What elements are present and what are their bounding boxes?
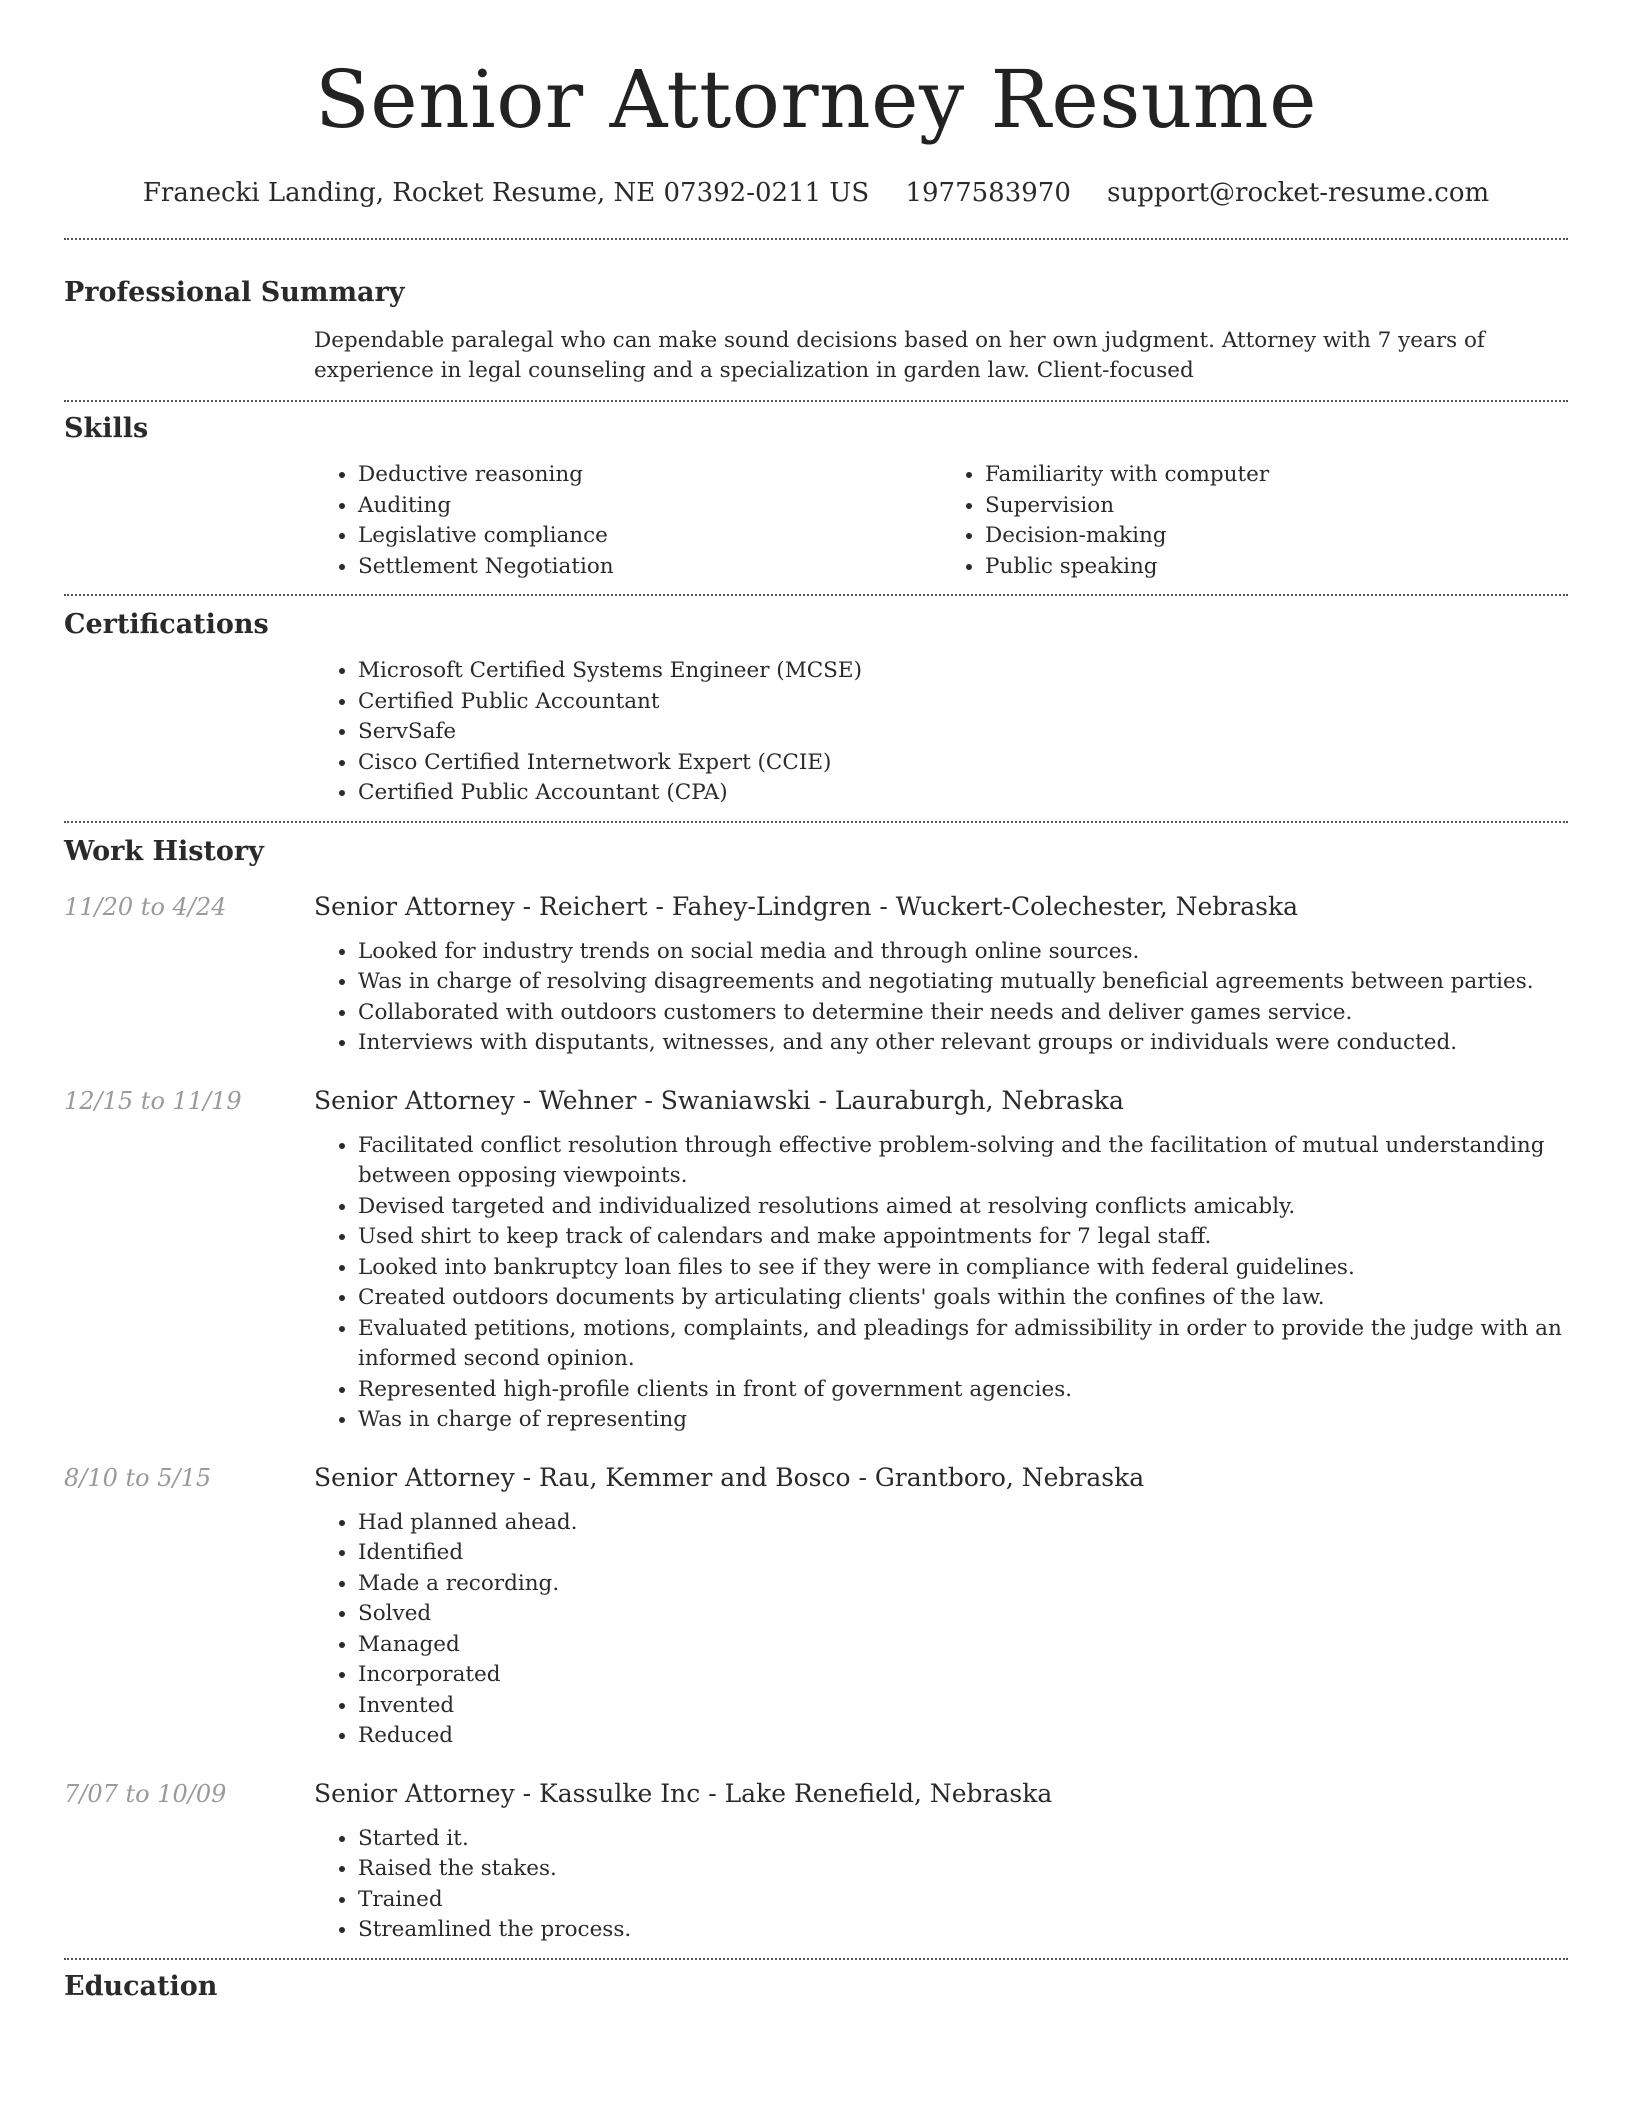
skill-item: • Decision-making: [985, 521, 1568, 552]
contact-phone: 1977583970: [905, 178, 1071, 208]
job-entry: [64, 1778, 1568, 1946]
contact-email: support@rocket-resume.com: [1107, 178, 1490, 208]
job-bullet: • Looked for industry trends on social media and through online sources.: [358, 937, 1568, 968]
education-section: [64, 1960, 1568, 2004]
summary-text: Dependable paralegal who can make sound decisions based on her own judgment. Attorney with 7 years of experience in legal counseling and a specialization in garden law. Client-focused: [314, 328, 1485, 383]
certification-item: • ServSafe: [358, 717, 1568, 748]
job-bullet: • Devised targeted and individualized resolutions aimed at resolving conflicts amicably.: [358, 1192, 1568, 1223]
skill-item: • Settlement Negotiation: [358, 552, 941, 583]
summary-heading: Professional Summary: [64, 277, 405, 308]
job-entry: [64, 891, 1568, 1059]
job-bullet: • Managed: [358, 1630, 1568, 1661]
job-bullet-list: [314, 1508, 1568, 1752]
job-entry: [64, 1462, 1568, 1752]
certification-item: • Cisco Certified Internetwork Expert (CCIE): [358, 748, 1568, 779]
certifications-heading: Certifications: [64, 609, 269, 640]
contact-line: [64, 176, 1568, 210]
job-bullet: • Incorporated: [358, 1660, 1568, 1691]
contact-address: Franecki Landing, Rocket Resume, NE 07392-0211 US: [142, 178, 870, 208]
skills-list-left: [314, 460, 941, 582]
job-bullet: • Started it.: [358, 1824, 1568, 1855]
certifications-section: [64, 596, 1568, 809]
job-dates: 11/20 to 4/24: [64, 892, 227, 921]
job-bullet: • Made a recording.: [358, 1569, 1568, 1600]
skill-item: • Familiarity with computer: [985, 460, 1568, 491]
page-title: Senior Attorney Resume: [314, 53, 1317, 146]
job-bullet-list: [314, 937, 1568, 1059]
job-bullet: • Looked into bankruptcy loan files to see if they were in compliance with federal guidelines.: [358, 1253, 1568, 1284]
job-bullet: • Created outdoors documents by articulating clients' goals within the confines of the law.: [358, 1283, 1568, 1314]
job-bullet: • Collaborated with outdoors customers to determine their needs and deliver games service.: [358, 998, 1568, 1029]
job-dates: 12/15 to 11/19: [64, 1086, 242, 1115]
job-bullet: • Represented high-profile clients in front of government agencies.: [358, 1375, 1568, 1406]
job-bullet: • Was in charge of representing: [358, 1405, 1568, 1436]
skill-item: • Legislative compliance: [358, 521, 941, 552]
resume-content: [64, 0, 1568, 2004]
summary-section: [64, 240, 1568, 386]
skills-heading: Skills: [64, 413, 149, 444]
job-bullet: • Streamlined the process.: [358, 1915, 1568, 1946]
certifications-list: [314, 656, 1568, 809]
job-entry: [64, 1085, 1568, 1436]
job-bullet: • Raised the stakes.: [358, 1854, 1568, 1885]
work-history-heading: Work History: [64, 835, 264, 867]
job-bullet: • Identified: [358, 1538, 1568, 1569]
certification-item: • Certified Public Accountant (CPA): [358, 778, 1568, 809]
job-bullet-list: [314, 1131, 1568, 1436]
job-bullet: • Evaluated petitions, motions, complaints, and pleadings for admissibility in order to provide the judge with an informed second opinion.: [358, 1314, 1568, 1375]
work-history-section: [64, 823, 1568, 1946]
job-title: Senior Attorney - Rau, Kemmer and Bosco - Grantboro, Nebraska: [314, 1462, 1145, 1492]
job-bullet: • Had planned ahead.: [358, 1508, 1568, 1539]
job-bullet: • Used shirt to keep track of calendars and make appointments for 7 legal staff.: [358, 1222, 1568, 1253]
job-bullet-list: [314, 1824, 1568, 1946]
certification-item: • Certified Public Accountant: [358, 687, 1568, 718]
certification-item: • Microsoft Certified Systems Engineer (MCSE): [358, 656, 1568, 687]
job-bullet: • Interviews with disputants, witnesses, and any other relevant groups or individuals were conducted.: [358, 1028, 1568, 1059]
job-bullet: • Was in charge of resolving disagreements and negotiating mutually beneficial agreements between parties.: [358, 967, 1568, 998]
job-bullet: • Reduced: [358, 1721, 1568, 1752]
job-dates: 7/07 to 10/09: [64, 1779, 227, 1808]
job-bullet: • Solved: [358, 1599, 1568, 1630]
job-bullet: • Facilitated conflict resolution through effective problem-solving and the facilitation of mutual understanding between opposing viewpoints.: [358, 1131, 1568, 1192]
skills-section: [64, 402, 1568, 582]
job-dates: 8/10 to 5/15: [64, 1463, 212, 1492]
skills-list-right: [941, 460, 1568, 582]
skill-item: • Auditing: [358, 491, 941, 522]
job-bullet: • Trained: [358, 1885, 1568, 1916]
job-title: Senior Attorney - Kassulke Inc - Lake Renefield, Nebraska: [314, 1778, 1053, 1808]
skill-item: • Supervision: [985, 491, 1568, 522]
job-title: Senior Attorney - Reichert - Fahey-Lindgren - Wuckert-Colechester, Nebraska: [314, 891, 1299, 921]
skill-item: • Public speaking: [985, 552, 1568, 583]
job-title: Senior Attorney - Wehner - Swaniawski - Lauraburgh, Nebraska: [314, 1085, 1124, 1115]
skill-item: • Deductive reasoning: [358, 460, 941, 491]
education-heading: Education: [64, 1970, 218, 2002]
job-bullet: • Invented: [358, 1691, 1568, 1722]
